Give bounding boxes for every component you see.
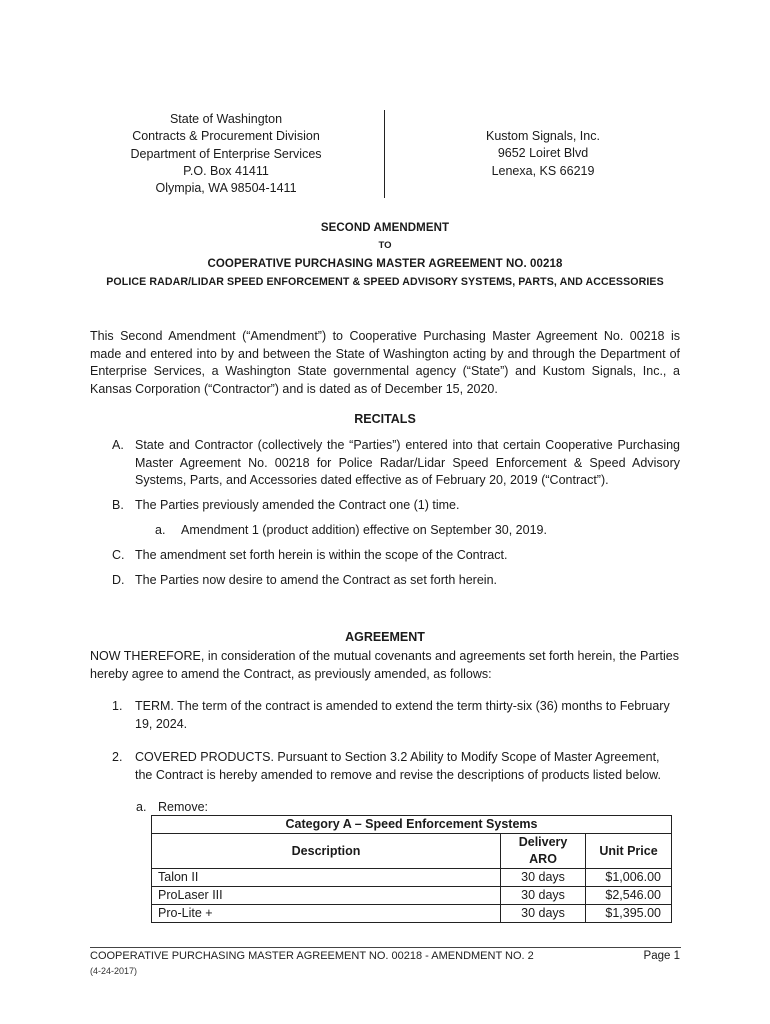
recital-marker: D. [112, 573, 125, 587]
recital-text: State and Contractor (collectively the “Parties”) entered into that certain Cooperative Purchasing Master Agreement No. 00218 for Police Radar/Lidar Speed Enforcement & Speed Advisory Systems, Parts, and Accessories dated effective as of February 20, 2019 (“Contract”). [135, 438, 680, 487]
agreement-item-term [90, 698, 680, 733]
table-row [152, 887, 672, 905]
recital-marker: B. [112, 498, 124, 512]
table-category-row [152, 816, 672, 834]
agreement-heading: AGREEMENT [345, 630, 425, 644]
col-header-delivery: Delivery ARO [501, 834, 586, 869]
cell-description: Pro-Lite + [152, 905, 501, 923]
document-title-block [0, 219, 770, 291]
recital-text: The amendment set forth herein is within the scope of the Contract. [135, 548, 508, 562]
agreement-lead-caps: NOW THEREFORE [90, 649, 201, 663]
title-line-2: TO [378, 240, 392, 251]
agreement-sub-marker: a. [136, 800, 147, 814]
agreement-lead-text: , in consideration of the mutual covenants and agreements set forth herein, the Parties hereby agree to amend the Contract, as previously amended, as follows: [90, 649, 679, 681]
contractor-address-line: Kustom Signals, Inc. [486, 129, 600, 143]
cell-price: $1,006.00 [586, 869, 672, 887]
state-address-line: Department of Enterprise Services [130, 146, 322, 161]
state-address-line: P.O. Box 41411 [183, 163, 269, 178]
remove-products-table [151, 815, 672, 923]
intro-paragraph: This Second Amendment (“Amendment”) to Cooperative Purchasing Master Agreement No. 00218 is made and entered into by and between the State of Washington acting by and through the Department of Enterprise Services, a Washington State governmental agency (“State”) and Kustom Signals, Inc., a Kansas Corporation (“Contractor”) and is dated as of December 15, 2020. [90, 329, 680, 396]
recital-item-a [90, 437, 680, 490]
recital-subitem-a [155, 522, 675, 540]
agreement-item-label: COVERED PRODUCTS [135, 750, 271, 764]
footer-document-title: COOPERATIVE PURCHASING MASTER AGREEMENT NO. 00218 - AMENDMENT NO. 2 [90, 950, 534, 962]
agreement-item-text [135, 698, 680, 733]
cell-delivery: 30 days [501, 869, 586, 887]
col-header-price: Unit Price [586, 834, 672, 869]
recital-marker: A. [112, 438, 124, 452]
agreement-item-text [135, 749, 680, 784]
agreement-item-label: TERM [135, 699, 171, 713]
cell-description: ProLaser III [152, 887, 501, 905]
title-line-4: POLICE RADAR/LIDAR SPEED ENFORCEMENT & SPEED ADVISORY SYSTEMS, PARTS, AND ACCESSORIES [106, 276, 664, 288]
address-divider [384, 110, 385, 198]
contractor-address-line: Lenexa, KS 66219 [491, 163, 595, 178]
cell-description: Talon II [152, 869, 501, 887]
agreement-item-body: . The term of the contract is amended to extend the term thirty-six (36) months to February 19, 2024. [135, 699, 670, 731]
recital-text: The Parties now desire to amend the Contract as set forth herein. [135, 573, 497, 587]
recital-item-b [90, 497, 680, 515]
cell-price: $1,395.00 [586, 905, 672, 923]
contractor-address-line: 9652 Loiret Blvd [497, 146, 589, 161]
cell-delivery: 30 days [501, 887, 586, 905]
title-line-3: COOPERATIVE PURCHASING MASTER AGREEMENT NO. 00218 [207, 258, 563, 270]
recital-sub-marker: a. [155, 523, 166, 537]
recital-text: The Parties previously amended the Contract one (1) time. [135, 498, 460, 512]
contractor-address-block [452, 128, 634, 180]
agreement-lead-paragraph [90, 648, 680, 683]
col-header-description: Description [152, 834, 501, 869]
state-address-block [110, 111, 342, 197]
recital-item-d [90, 572, 680, 590]
recital-item-c [90, 547, 680, 565]
recitals-heading: RECITALS [354, 412, 416, 426]
table-row [152, 905, 672, 923]
table-row [152, 869, 672, 887]
footer-date: (4-24-2017) [90, 966, 138, 976]
agreement-marker: 1. [112, 699, 123, 713]
recital-marker: C. [112, 548, 125, 562]
recital-sub-text: Amendment 1 (product addition) effective on September 30, 2019. [181, 523, 547, 537]
cell-price: $2,546.00 [586, 887, 672, 905]
agreement-sub-text: Remove: [158, 800, 209, 814]
state-address-line: State of Washington [169, 112, 283, 126]
footer-rule [90, 947, 681, 948]
state-address-line: Olympia, WA 98504-1411 [155, 181, 297, 196]
state-address-line: Contracts & Procurement Division [132, 129, 320, 144]
table-category-header: Category A – Speed Enforcement Systems [152, 816, 672, 834]
agreement-item-covered-products [90, 749, 680, 784]
footer-page-number: Page 1 [643, 950, 680, 962]
agreement-subitem-remove [136, 799, 656, 817]
agreement-item-body: . Pursuant to Section 3.2 Ability to Modify Scope of Master Agreement, the Contract is hereby amended to remove and revise the descriptions of products listed below. [135, 750, 661, 782]
agreement-marker: 2. [112, 750, 123, 764]
table-header-row [152, 834, 672, 869]
title-line-1: SECOND AMENDMENT [320, 222, 450, 234]
cell-delivery: 30 days [501, 905, 586, 923]
